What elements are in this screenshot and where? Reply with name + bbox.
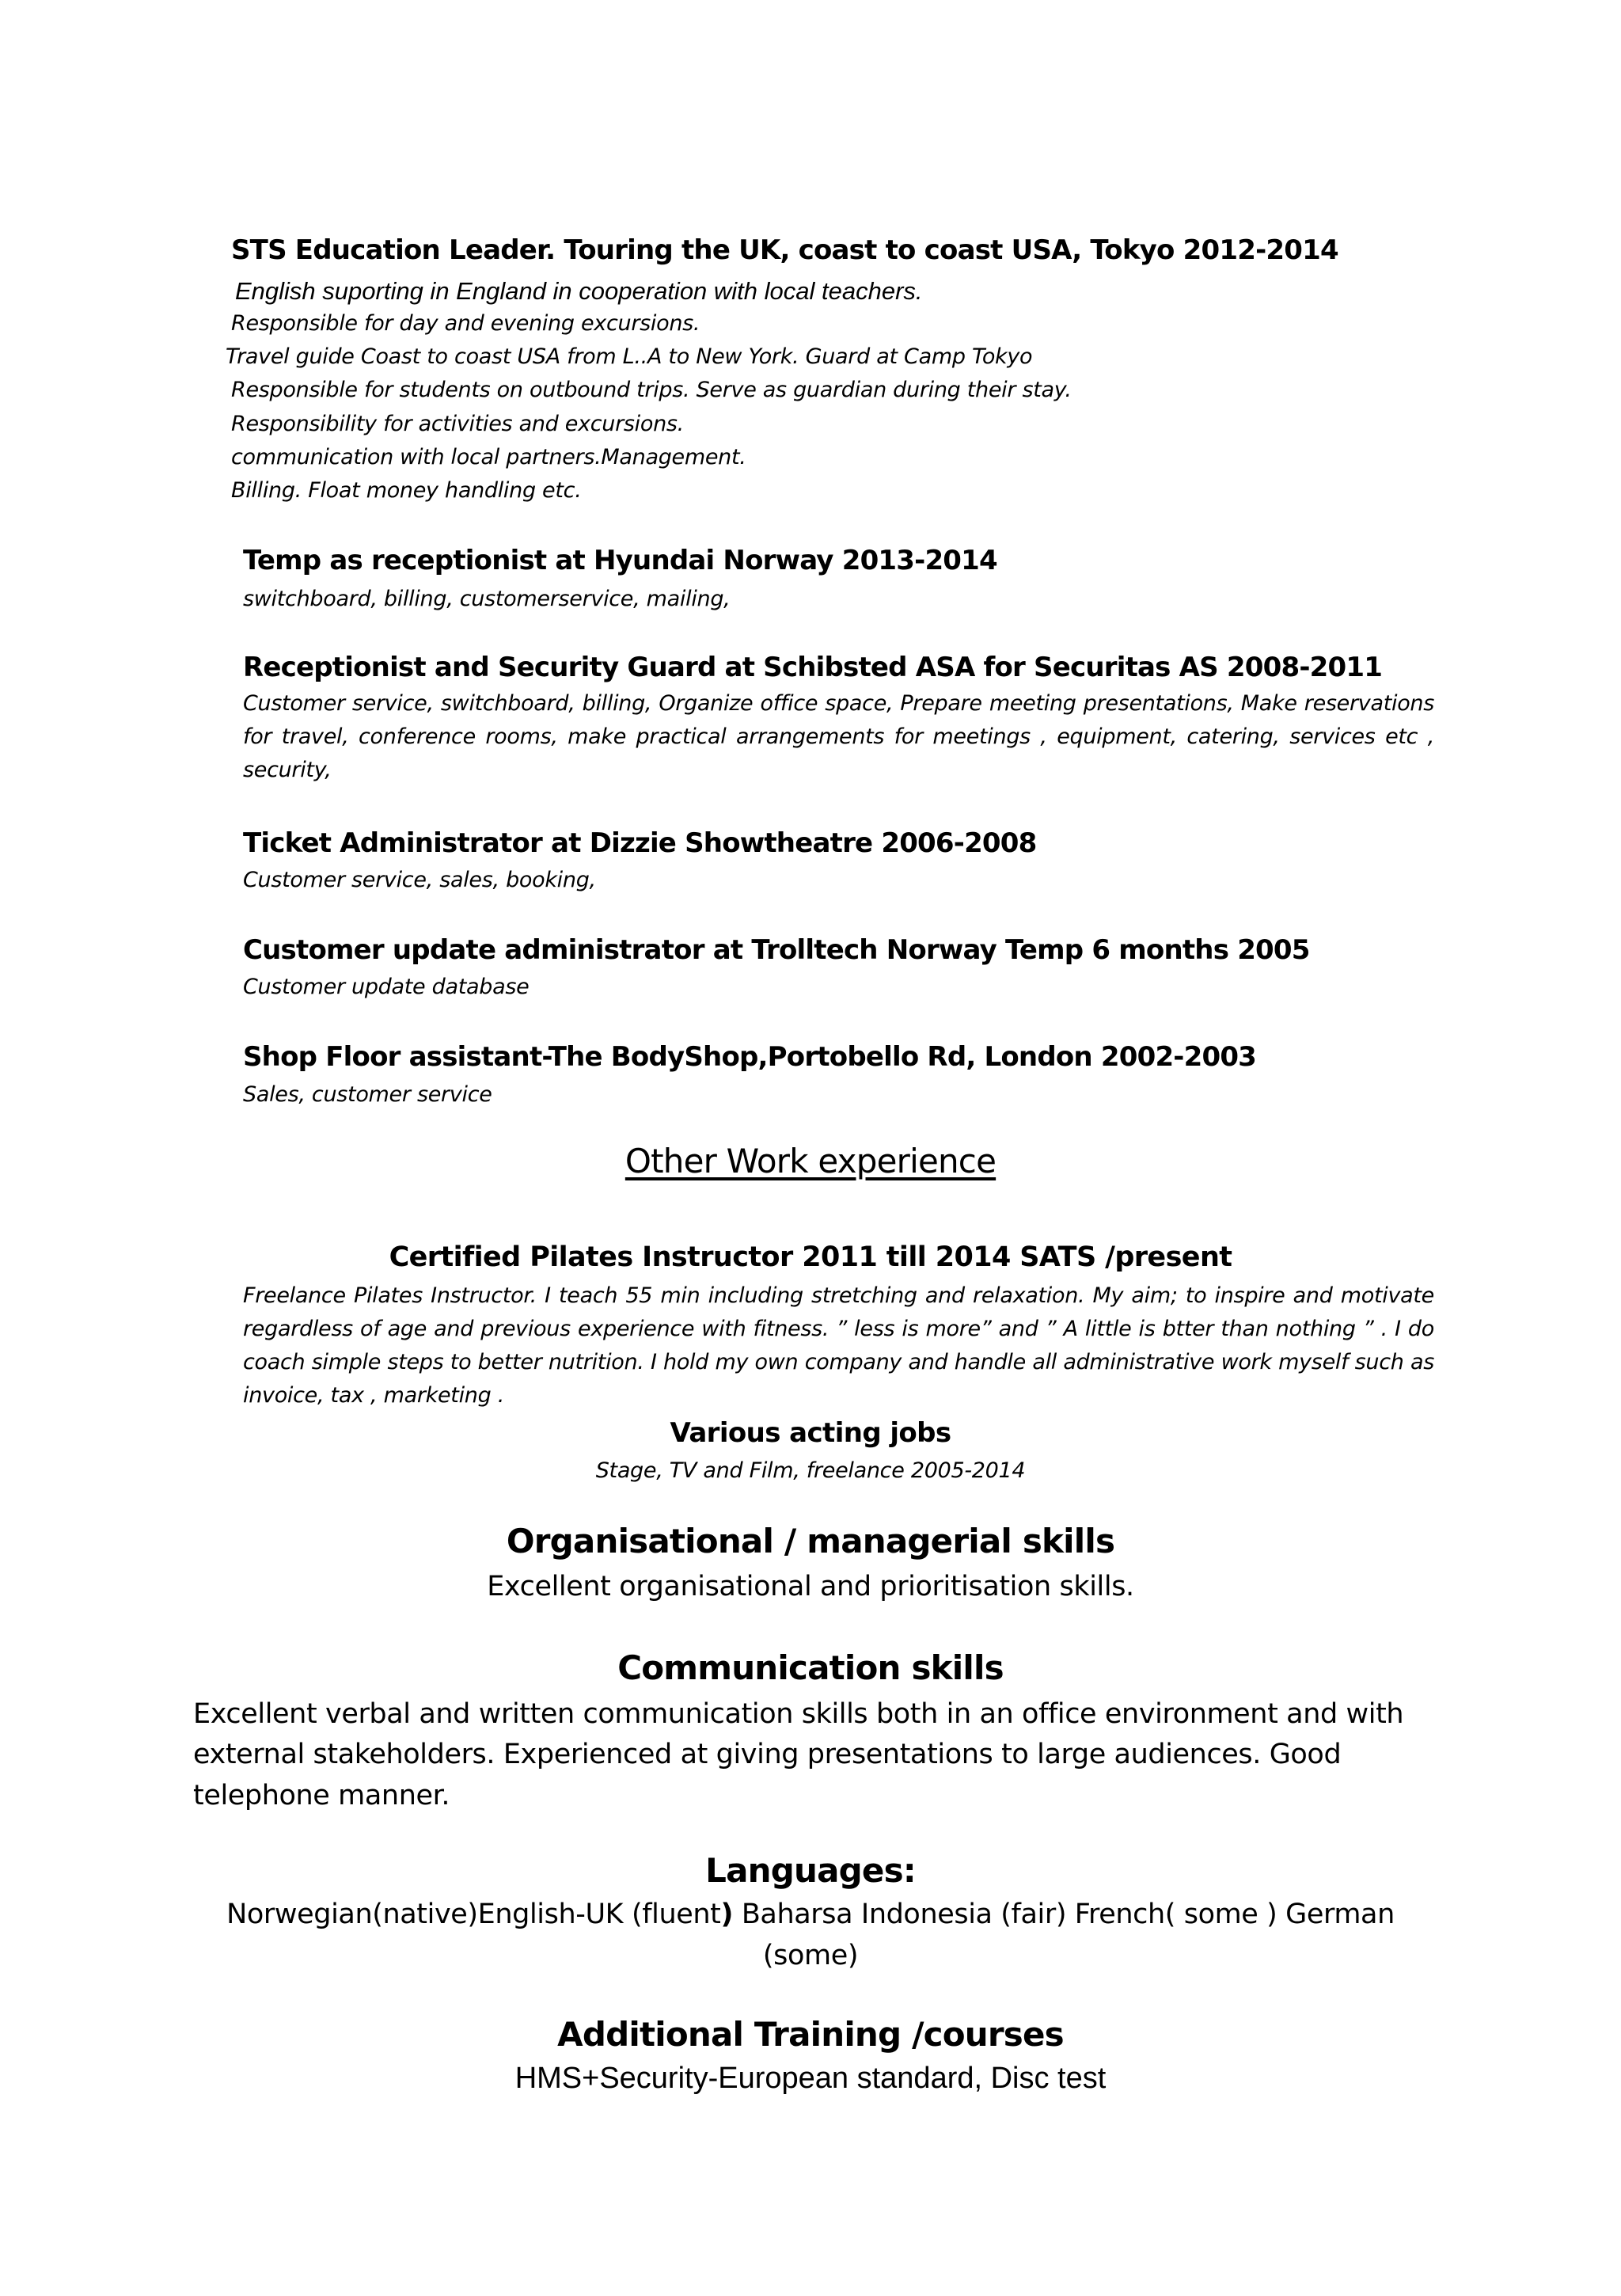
pilates-desc: Freelance Pilates Instructor. I teach 55 min including stretching and relaxation. My aim; to inspire and motivate regardless of age and previous experience with fitness. ” less is more” and ” A little is btter than nothing ” . I do coach simple steps to better nutrition. I hold my own company and handle all administrative work myself such as invoice, tax , marketing .	[243, 1283, 1434, 1408]
trolltech-desc: Customer update database	[243, 975, 530, 999]
training-heading: Additional Training /courses	[557, 2015, 1064, 2054]
acting-desc: Stage, TV and Film, freelance 2005-2014	[595, 1458, 1026, 1483]
sts-desc-line-5: Responsibility for activities and excursions.	[231, 412, 684, 436]
job-title-trolltech: Customer update administrator at Trolltech Norway Temp 6 months 2005	[243, 934, 1310, 966]
bodyshop-desc: Sales, customer service	[243, 1082, 492, 1107]
job-title-sts: STS Education Leader. Touring the UK, coast to coast USA, Tokyo 2012-2014	[231, 234, 1338, 266]
pilates-title: Certified Pilates Instructor 2011 till 2014 SATS /present	[389, 1241, 1232, 1273]
job-title-schibsted: Receptionist and Security Guard at Schibsted ASA for Securitas AS 2008-2011	[243, 652, 1383, 683]
job-title-dizzie: Ticket Administrator at Dizzie Showtheatre 2006-2008	[243, 827, 1037, 859]
languages-heading: Languages:	[705, 1851, 916, 1890]
languages-line-1-b: Baharsa Indonesia (fair) French( some ) German	[733, 1899, 1395, 1930]
comm-skills-line-2: external stakeholders. Experienced at giving presentations to large audiences. Good	[193, 1739, 1342, 1770]
org-skills-heading: Organisational / managerial skills	[506, 1522, 1115, 1560]
schibsted-desc: Customer service, switchboard, billing, Organize office space, Prepare meeting presentations, Make reservations for travel, conference rooms, make practical arrangements for meetings , equipment, catering, services etc , security,	[243, 691, 1434, 782]
languages-line-2: (some)	[762, 1940, 859, 1971]
sts-desc-line-4: Responsible for students on outbound trips. Serve as guardian during their stay.	[231, 378, 1072, 402]
dizzie-desc: Customer service, sales, booking,	[243, 868, 596, 892]
languages-bold-paren: )	[720, 1899, 734, 1930]
acting-title: Various acting jobs	[670, 1417, 951, 1449]
sts-desc-line-1: English suporting in England in cooperation with local teachers.	[235, 277, 923, 305]
training-text: HMS+Security-European standard, Disc test	[514, 2062, 1107, 2095]
sts-desc-line-6: communication with local partners.Management.	[231, 445, 746, 469]
comm-skills-line-3: telephone manner.	[193, 1780, 450, 1811]
languages-line-1-a: Norwegian(native)English-UK (fluent	[226, 1899, 721, 1930]
hyundai-desc: switchboard, billing, customerservice, mailing,	[243, 587, 731, 611]
job-title-bodyshop: Shop Floor assistant-The BodyShop,Portobello Rd, London 2002-2003	[243, 1041, 1257, 1073]
job-title-hyundai: Temp as receptionist at Hyundai Norway 2013-2014	[243, 545, 997, 576]
comm-skills-line-1: Excellent verbal and written communication skills both in an office environment and with	[193, 1698, 1404, 1730]
comm-skills-heading: Communication skills	[617, 1648, 1004, 1687]
sts-desc-line-2: Responsible for day and evening excursions.	[231, 311, 700, 336]
languages-line-1	[0, 1899, 1621, 1930]
org-skills-text: Excellent organisational and prioritisation skills.	[487, 1571, 1134, 1602]
sts-desc-line-7: Billing. Float money handling etc.	[231, 478, 582, 503]
sts-desc-line-3: Travel guide Coast to coast USA from L..A to New York. Guard at Camp Tokyo	[226, 344, 1033, 369]
other-work-heading: Other Work experience	[624, 1142, 997, 1180]
